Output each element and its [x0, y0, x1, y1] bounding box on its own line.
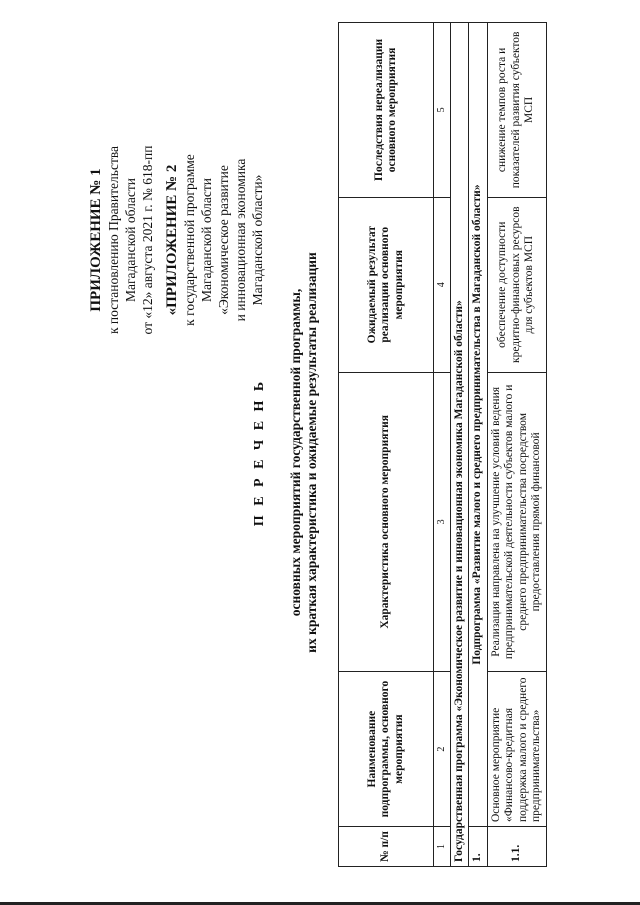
- subprogram-title: Подпрограмма «Развитие малого и среднего предпринимательства в Магаданской области»: [469, 23, 488, 827]
- header-result: Ожидаемый результат реализации основного мероприятия: [339, 197, 434, 372]
- table-row: [487, 23, 546, 867]
- subprogram-num: 1.: [469, 827, 488, 867]
- program-title: Государственная программа «Экономическое развитие и инновационная экономика Магаданской области»: [450, 23, 469, 867]
- document-title: [252, 0, 320, 905]
- row-result: обеспечение доступности кредитно-финансовых ресурсов для субъектов МСП: [487, 197, 546, 372]
- appendix-line: Магаданской области»: [250, 174, 265, 306]
- row-num: 1.1.: [487, 827, 546, 867]
- header-name: Наименование подпрограммы, основного мероприятия: [339, 672, 434, 827]
- appendix-line: Магаданской области: [199, 178, 214, 302]
- appendix-number: ПРИЛОЖЕНИЕ № 1: [88, 168, 104, 312]
- col-number: 1: [434, 827, 451, 867]
- table-header-row: [339, 23, 434, 867]
- row-name: Основное мероприятие «Финансово-кредитная поддержка малого и среднего предпринимательства»: [487, 672, 546, 827]
- appendix-header: [88, 95, 266, 385]
- header-num: № п/п: [339, 827, 434, 867]
- col-number: 3: [434, 372, 451, 672]
- subprogram-row: [469, 23, 488, 867]
- column-number-row: [434, 23, 451, 867]
- title-line-1: основных мероприятий государственной программы,: [288, 288, 303, 617]
- appendix2-number: «ПРИЛОЖЕНИЕ № 2: [164, 164, 180, 316]
- col-number: 2: [434, 672, 451, 827]
- col-number: 5: [434, 23, 451, 198]
- title-line-2: их краткая характеристика и ожидаемые результаты реализации: [304, 252, 319, 653]
- measures-table: [338, 22, 547, 867]
- col-number: 4: [434, 197, 451, 372]
- header-consequence: Последствия нереализации основного мероприятия: [339, 23, 434, 198]
- header-desc: Характеристика основного мероприятия: [339, 372, 434, 672]
- appendix-line: к государственной программе: [182, 154, 197, 326]
- appendix-line: Магаданской области: [123, 178, 138, 302]
- appendix-line: «Экономическое развитие: [216, 165, 231, 315]
- program-row: [450, 23, 469, 867]
- title-main: П Е Р Е Ч Е Н Ь: [252, 378, 267, 527]
- appendix-line: от «12» августа 2021 г. № 618-пп: [140, 145, 155, 335]
- appendix-line: и инновационная экономика: [233, 158, 248, 322]
- appendix-line: к постановлению Правительства: [106, 145, 121, 335]
- row-desc: Реализация направлена на улучшение условий ведения предпринимательской деятельности субъектов малого и среднего предпринимательства посредством предоставления прямой финансовой: [487, 372, 546, 672]
- row-consequence: снижение темпов роста и показателей развития субъектов МСП: [487, 23, 546, 198]
